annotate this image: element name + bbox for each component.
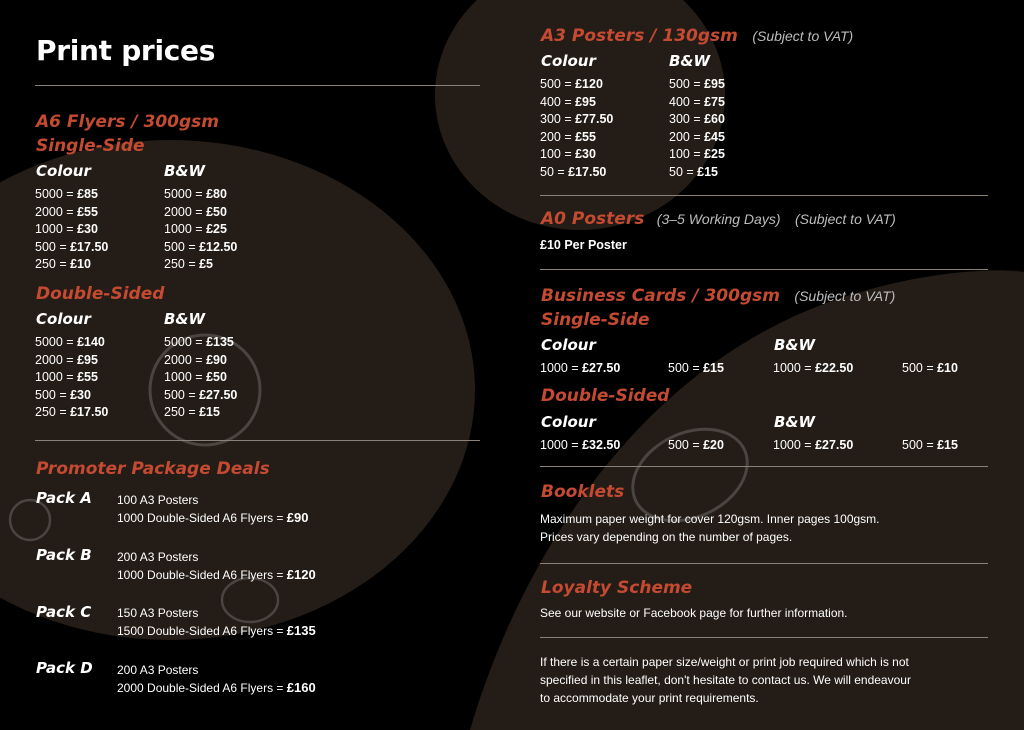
price-row: 5000 = £140 (35, 335, 105, 349)
a0-posters-heading: A0 Posters (541, 209, 645, 229)
pack-a-details: 100 A3 Posters 1000 Double-Sided A6 Flyers = £90 (117, 493, 309, 525)
divider (540, 195, 988, 196)
a6-single-colour-label: Colour (36, 162, 91, 180)
promoter-heading: Promoter Package Deals (36, 459, 270, 479)
price-row: 1000 = £55 (35, 370, 98, 384)
price-row: 1000 = £30 (35, 222, 98, 236)
price-row: 300 = £60 (669, 112, 725, 126)
divider (540, 466, 988, 467)
a3-bw-label: B&W (669, 52, 711, 70)
price-row: 100 = £25 (669, 147, 725, 161)
price-row: 500 = £17.50 (35, 239, 109, 254)
pack-d-label: Pack D (36, 659, 93, 677)
page-title: Print prices (36, 34, 216, 67)
price-row: 500 = £120 (540, 77, 603, 91)
divider (35, 440, 480, 441)
a6-double-sided-heading: Double-Sided (36, 284, 165, 304)
booklets-text: Maximum paper weight for cover 120gsm. Inner pages 100gsm. Prices vary depending on the number of pages. (540, 512, 880, 544)
divider (540, 269, 988, 270)
a3-colour-prices (540, 76, 613, 181)
price-row: 500 = £30 (35, 387, 91, 402)
cards-double-colour-1000: 1000 = £32.50 (540, 438, 621, 452)
cards-double-colour-label: Colour (541, 413, 596, 431)
price-row: 50 = £17.50 (540, 164, 607, 179)
a3-posters-heading: A3 Posters / 130gsm (541, 26, 738, 46)
divider (540, 637, 988, 638)
pack-b-details: 200 A3 Posters 1000 Double-Sided A6 Flyers = £120 (117, 550, 316, 582)
price-row: 5000 = £80 (164, 187, 227, 201)
pack-d-details: 200 A3 Posters 2000 Double-Sided A6 Flyers = £160 (117, 663, 316, 695)
price-row: 50 = £15 (669, 164, 719, 179)
pack-a-label: Pack A (36, 489, 92, 507)
loyalty-scheme-heading: Loyalty Scheme (541, 578, 693, 598)
cards-single-colour-500: 500 = £15 (668, 361, 724, 375)
price-row: 250 = £17.50 (35, 405, 109, 419)
price-row: 200 = £55 (540, 129, 596, 144)
cards-double-bw-1000: 1000 = £27.50 (773, 438, 854, 452)
cards-heading-row (541, 286, 895, 306)
price-row: 200 = £45 (669, 129, 725, 144)
price-row: 250 = £5 (164, 257, 214, 271)
a0-vat-note: (Subject to VAT) (794, 211, 896, 227)
price-row: 2000 = £90 (164, 352, 227, 367)
price-row: 2000 = £55 (35, 204, 98, 219)
cards-single-colour-label: Colour (541, 336, 596, 354)
a0-heading-row (541, 209, 896, 229)
price-row: 2000 = £95 (35, 352, 98, 367)
price-row: 2000 = £50 (164, 204, 227, 219)
price-row: 5000 = £85 (35, 187, 98, 201)
price-row: 400 = £75 (669, 94, 725, 109)
price-row: 250 = £10 (35, 257, 91, 271)
price-row: 500 = £95 (669, 77, 725, 91)
price-row: 400 = £95 (540, 94, 596, 109)
price-row: 1000 = £25 (164, 222, 227, 236)
price-row: 500 = £12.50 (164, 239, 238, 254)
price-row: 250 = £15 (164, 405, 220, 419)
a0-days-note: (3–5 Working Days) (656, 211, 781, 227)
cards-double-bw-label: B&W (774, 413, 816, 431)
a6-single-bw-prices (164, 186, 237, 274)
a0-price: £10 Per Poster (540, 238, 627, 252)
pack-c-details: 150 A3 Posters 1500 Double-Sided A6 Flyers = £135 (117, 606, 316, 638)
divider (35, 85, 480, 86)
a6-flyers-heading: A6 Flyers / 300gsm (36, 112, 219, 132)
a6-single-side-heading: Single-Side (36, 136, 145, 156)
cards-double-bw-500: 500 = £15 (902, 438, 958, 452)
divider (540, 563, 988, 564)
price-row: 300 = £77.50 (540, 112, 614, 126)
loyalty-scheme-text: See our website or Facebook page for further information. (540, 606, 848, 620)
a3-heading-row (541, 26, 853, 46)
cards-double-sided-heading: Double-Sided (541, 386, 670, 406)
price-row: 100 = £30 (540, 147, 596, 161)
cards-vat-note: (Subject to VAT) (794, 288, 896, 304)
footer-note: If there is a certain paper size/weight or print job required which is not specified in this leaflet, don't hesitate to contact us. We will endeavour to accommodate your print requirements. (540, 655, 911, 705)
cards-single-bw-label: B&W (774, 336, 816, 354)
a6-double-colour-label: Colour (36, 310, 91, 328)
cards-single-bw-500: 500 = £10 (902, 361, 958, 375)
business-cards-heading: Business Cards / 300gsm (541, 286, 780, 306)
pack-c-label: Pack C (36, 603, 92, 621)
a3-colour-label: Colour (541, 52, 596, 70)
a3-vat-note: (Subject to VAT) (752, 28, 854, 44)
booklets-heading: Booklets (541, 482, 625, 502)
cards-single-bw-1000: 1000 = £22.50 (773, 361, 854, 375)
price-row: 500 = £27.50 (164, 387, 238, 402)
cards-double-colour-500: 500 = £20 (668, 438, 724, 452)
a6-double-bw-prices (164, 334, 237, 422)
pack-b-label: Pack B (36, 546, 92, 564)
a6-double-colour-prices (35, 334, 108, 422)
price-row: 5000 = £135 (164, 335, 234, 349)
cards-single-side-heading: Single-Side (541, 310, 650, 330)
price-row: 1000 = £50 (164, 370, 227, 384)
a6-double-bw-label: B&W (164, 310, 206, 328)
a6-single-bw-label: B&W (164, 162, 206, 180)
a3-bw-prices (669, 76, 725, 181)
cards-single-colour-1000: 1000 = £27.50 (540, 361, 621, 375)
a6-single-colour-prices (35, 186, 108, 274)
